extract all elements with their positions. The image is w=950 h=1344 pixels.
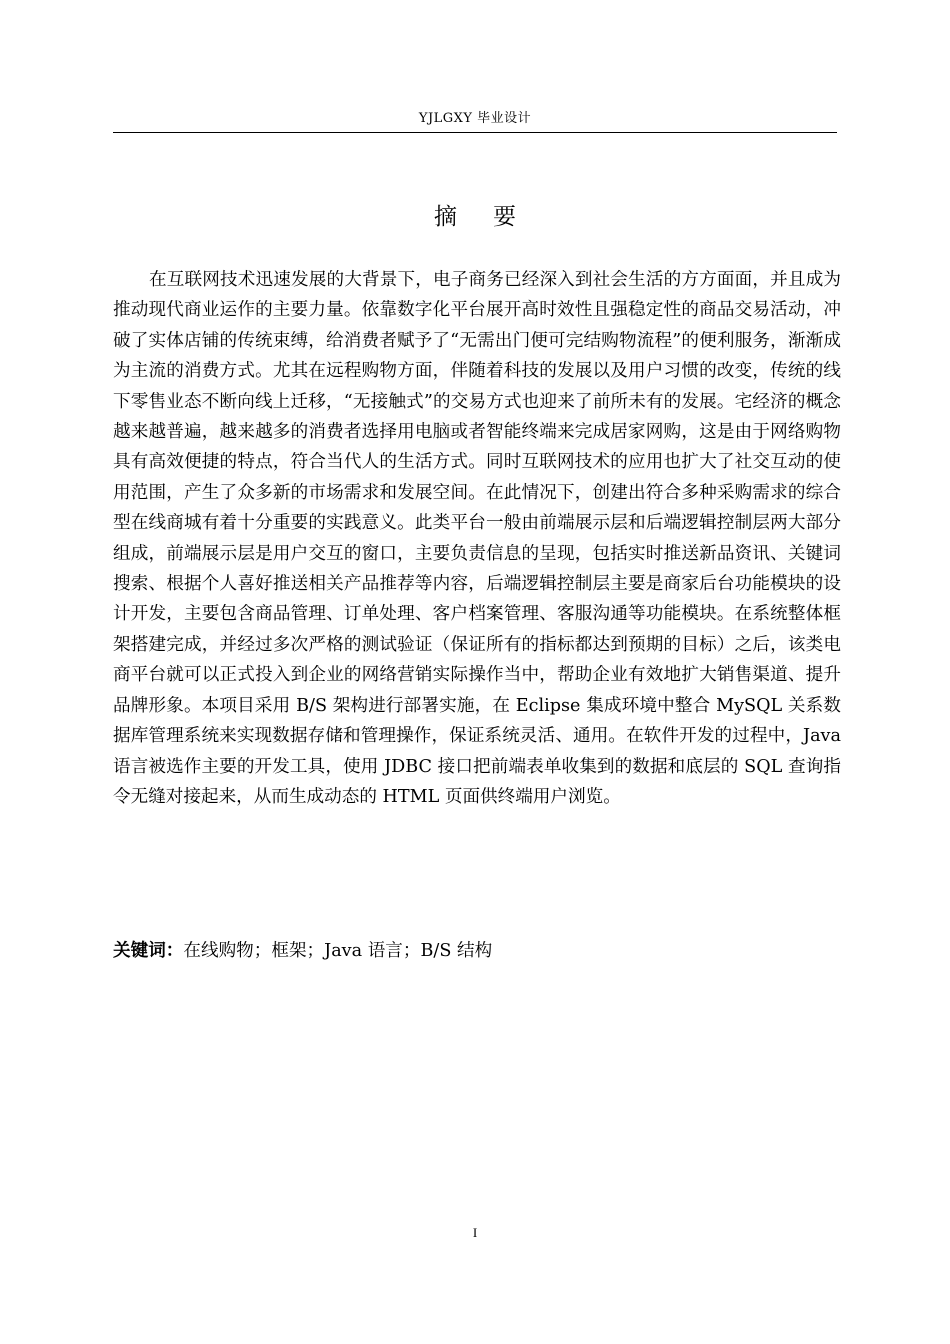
keywords-value: 在线购物；框架；Java 语言；B/S 结构 bbox=[183, 941, 493, 961]
keywords-line bbox=[113, 936, 837, 966]
abstract-title: 摘要 bbox=[434, 204, 552, 230]
header-divider bbox=[113, 132, 837, 133]
page-number: I bbox=[472, 1225, 478, 1240]
running-header: YJLGXY 毕业设计 bbox=[418, 111, 532, 126]
keywords-label: 关键词： bbox=[113, 941, 184, 961]
abstract-body: 在互联网技术迅速发展的大背景下，电子商务已经深入到社会生活的方方面面，并且成为推动现代商业运作的主要力量。依靠数字化平台展开高时效性且强稳定性的商品交易活动，冲破了实体店铺的传统束缚，给消费者赋予了“无需出门便可完结购物流程”的便利服务，渐渐成为主流的消费方式。尤其在远程购物方面，伴随着科技的发展以及用户习惯的改变，传统的线下零售业态不断向线上迁移，“无接触式”的交易方式也迎来了前所未有的发展。宅经济的概念越来越普遍，越来越多的消费者选择用电脑或者智能终端来完成居家网购，这是由于网络购物具有高效便捷的特点，符合当代人的生活方式。同时互联网技术的应用也扩大了社交互动的使用范围，产生了众多新的市场需求和发展空间。在此情况下，创建出符合多种采购需求的综合型在线商城有着十分重要的实践意义。此类平台一般由前端展示层和后端逻辑控制层两大部分组成，前端展示层是用户交互的窗口，主要负责信息的呈现，包括实时推送新品资讯、关键词搜索、根据个人喜好推送相关产品推荐等内容，后端逻辑控制层主要是商家后台功能模块的设计开发，主要包含商品管理、订单处理、客户档案管理、客服沟通等功能模块。在系统整体框架搭建完成，并经过多次严格的测试验证（保证所有的指标都达到预期的目标）之后，该类电商平台就可以正式投入到企业的网络营销实际操作当中，帮助企业有效地扩大销售渠道、提升品牌形象。本项目采用 B/S 架构进行部署实施，在 Eclipse 集成环境中整合 MySQL 关系数据库管理系统来实现数据存储和管理操作，保证系统灵活、通用。在软件开发的过程中，Java 语言被选作主要的开发工具，使用 JDBC 接口把前端表单收集到的数据和底层的 SQL 查询指令无缝对接起来，从而生成动态的 HTML 页面供终端用户浏览。 bbox=[113, 270, 841, 807]
